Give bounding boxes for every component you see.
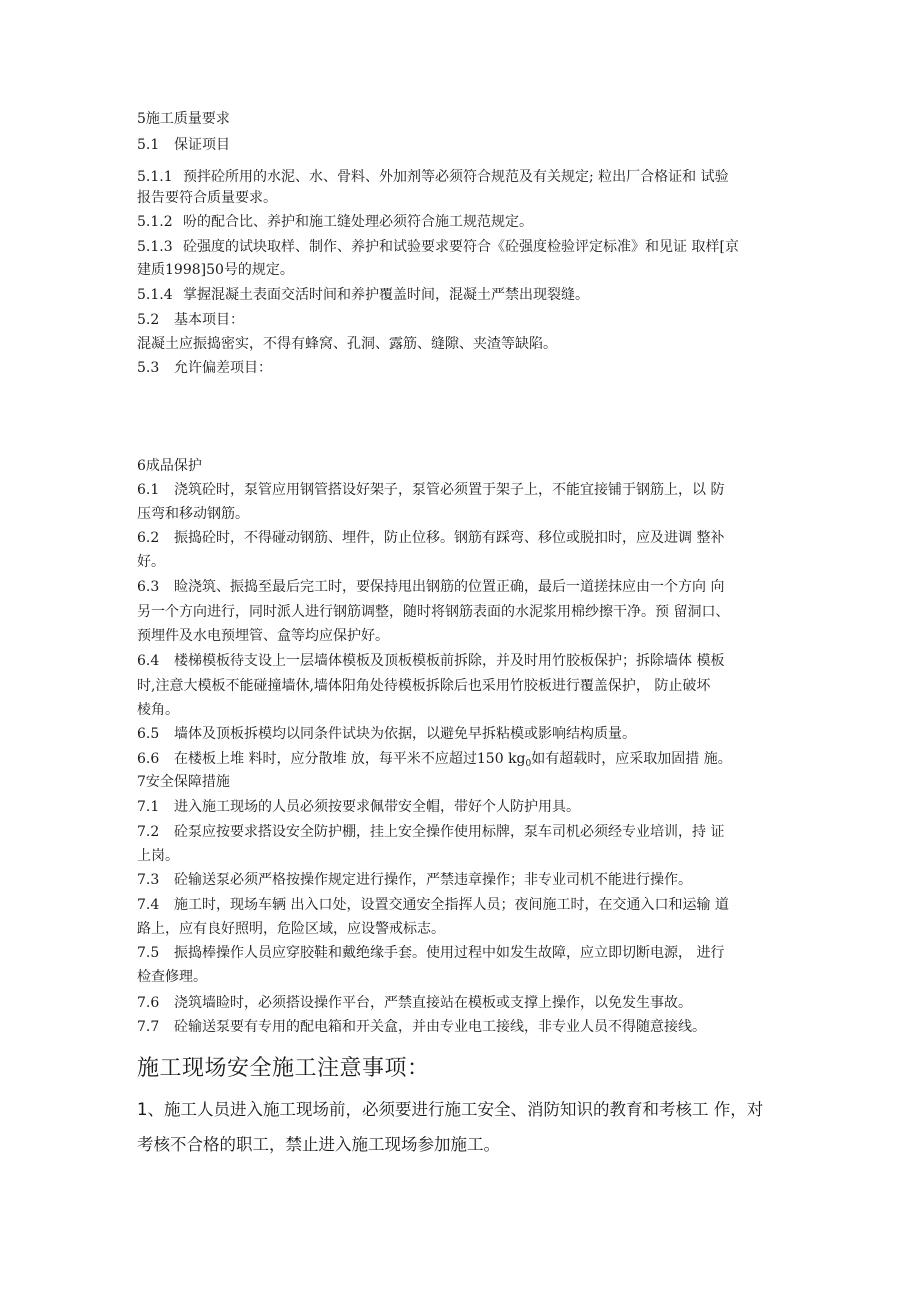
safety-item-1 — [137, 1097, 797, 1123]
item-number: 1 — [137, 1100, 148, 1119]
item-text: 振捣砼时，不得碰动钢筋、埋件，防止位移。钢筋有踩弯、移位或脱扣时，应及进调 整补 — [174, 530, 725, 546]
item-5-1-1-cont: 报告要符合质量要求。 — [137, 190, 277, 206]
item-6-1 — [137, 481, 797, 499]
item-7-4 — [137, 896, 797, 914]
section-5-title: 5施工质量要求 — [137, 111, 230, 127]
item-text: 振捣棒操作人员应穿胶鞋和戴绝缘手套。使用过程中如发生故障，应立即切断电源， 进行 — [174, 945, 725, 961]
item-5-1-3-cont: 建质1998]50号的规定。 — [137, 262, 294, 278]
section-5-1 — [137, 136, 797, 154]
item-text: 墙体及顶板拆模均以同条件试块为依据，以避免早拆粘模或影响结构质量。 — [174, 726, 636, 742]
item-5-1-4 — [137, 286, 797, 304]
item-6-3-cont2: 预埋件及水电预埋管、盒等均应保护好。 — [137, 628, 389, 644]
item-number: 6.1 — [137, 482, 160, 498]
item-7-1 — [137, 798, 797, 816]
safety-title: 施工现场安全施工注意事项： — [137, 1056, 430, 1081]
item-text: 浇筑墙睑时，必须搭设操作平台，严禁直接站在模板或支撑上操作，以免发生事故。 — [174, 995, 692, 1011]
section-5-3 — [137, 359, 797, 377]
safety-item-1-cont: 考核不合格的职工，禁止进入施工现场参加施工。 — [137, 1135, 500, 1154]
item-number: 7.2 — [137, 824, 160, 840]
item-7-6 — [137, 994, 797, 1012]
item-5-1-3 — [137, 238, 797, 256]
item-number: 5.2 — [137, 312, 160, 328]
item-number: 6.3 — [137, 579, 160, 595]
item-text: 施工时，现场车辆 出入口处，设置交通安全指挥人员；夜间施工时，在交通入口和运输 道 — [174, 897, 729, 913]
item-text: 在楼板上堆 料时，应分散堆 放，每平米不应超过150 kg — [174, 751, 526, 767]
item-7-7 — [137, 1018, 797, 1036]
item-7-5-cont: 检查修理。 — [137, 969, 207, 985]
item-number: 7.5 — [137, 945, 160, 961]
item-number: 6.5 — [137, 726, 160, 742]
section-7-title: 7安全保障措施 — [137, 774, 230, 790]
item-text: 砼输送泵必须严格按操作规定进行操作，严禁违章操作；非专业司机不能进行操作。 — [174, 872, 692, 888]
item-number: 5.1 — [137, 137, 160, 153]
item-text: 浇筑砼时，泵管应用钢管搭设好架子，泵管必须置于架子上，不能宜接铺于钢筋上，以 防 — [174, 482, 725, 498]
item-number: 7.1 — [137, 799, 160, 815]
item-text: 睑浇筑、振捣至最后完工时，要保持甩出钢筋的位置正确，最后一道搓抹应由一个方向 向 — [174, 579, 725, 595]
item-6-4-cont2: 棱角。 — [137, 702, 179, 718]
item-number: 7.7 — [137, 1019, 160, 1035]
subscript: 0 — [525, 759, 532, 769]
item-6-4-cont: 时,注意大模板不能碰撞墙休,墙体阳角处待模板拆除后也采用竹胶板进行覆盖保护， 防止破坏 — [137, 678, 711, 694]
item-text: 楼梯模板待支设上一层墙体模板及顶板模板前拆除，并及时用竹胶板保护；拆除墙体 模板 — [174, 653, 725, 669]
item-text: 预拌砼所用的水泥、水、骨料、外加剂等必须符合规范及有关规定; 粒出厂合格证和 试验 — [183, 169, 729, 185]
item-6-3-cont: 另一个方向进行，同时派人进行钢筋调整，随时将钢筋表面的水泥浆用棉纱擦干净。预 留洞口、 — [137, 604, 730, 620]
item-text: 进入施工现场的人员必须按要求佩带安全帽，带好个人防护用具。 — [174, 799, 580, 815]
item-number: 5.3 — [137, 360, 160, 376]
item-number: 6.6 — [137, 751, 160, 767]
item-6-6 — [137, 750, 797, 773]
section-5-2-body: 混凝土应振捣密实，不得有蜂窝、孔洞、露筋、缝隙、夹渣等缺陷。 — [137, 336, 557, 352]
item-text: 掌握混凝土表面交活时间和养护覆盖时间，混凝土严禁出现裂缝。 — [183, 287, 589, 303]
item-text: 吩的配合比、养护和施工缝处理必须符合施工规范规定。 — [183, 214, 533, 230]
item-5-1-1 — [137, 168, 797, 186]
item-7-3 — [137, 871, 797, 889]
item-text: 砼强度的试块取样、制作、养护和试验要求要符合《砼强度检验评定标准》和见证 取样[京 — [183, 239, 739, 255]
item-text: 、施工人员进入施工现场前，必须要进行施工安全、消防知识的教育和考核工 作，对 — [147, 1100, 764, 1119]
item-number: 7.3 — [137, 872, 160, 888]
item-number: 6.2 — [137, 530, 160, 546]
item-6-2-cont: 好。 — [137, 554, 165, 570]
item-6-4 — [137, 652, 797, 670]
section-6-title: 6成品保护 — [137, 458, 202, 474]
item-7-4-cont: 路上，应有良好照明，危险区域，应设警戒标志。 — [137, 921, 445, 937]
item-7-2 — [137, 823, 797, 841]
item-text: 砼输送泵要有专用的配电箱和开关盒，并由专业电工接线，非专业人员不得随意接线。 — [174, 1019, 706, 1035]
item-6-1-cont: 压弯和移动钢筋。 — [137, 506, 249, 522]
section-5-2 — [137, 311, 797, 329]
item-text: 基本项目： — [174, 312, 244, 328]
item-number: 5.1.2 — [137, 214, 173, 230]
item-number: 5.1.1 — [137, 169, 173, 185]
item-number: 7.6 — [137, 995, 160, 1011]
item-6-5 — [137, 725, 797, 743]
item-number: 5.1.4 — [137, 287, 173, 303]
item-text-tail: 如有超载时，应采取加固措 施。 — [531, 751, 732, 767]
item-text: 允许偏差项目： — [174, 360, 272, 376]
item-number: 6.4 — [137, 653, 160, 669]
item-7-2-cont: 上岗。 — [137, 848, 179, 864]
item-number: 7.4 — [137, 897, 160, 913]
item-text: 砼泵应按要求搭设安全防护棚，挂上安全操作使用标牌，泵车司机必须经专业培训，持 证 — [174, 824, 725, 840]
item-number: 5.1.3 — [137, 239, 173, 255]
item-7-5 — [137, 944, 797, 962]
item-text: 保证项目 — [174, 137, 230, 153]
item-5-1-2 — [137, 213, 797, 231]
item-6-2 — [137, 529, 797, 547]
item-6-3 — [137, 578, 797, 596]
